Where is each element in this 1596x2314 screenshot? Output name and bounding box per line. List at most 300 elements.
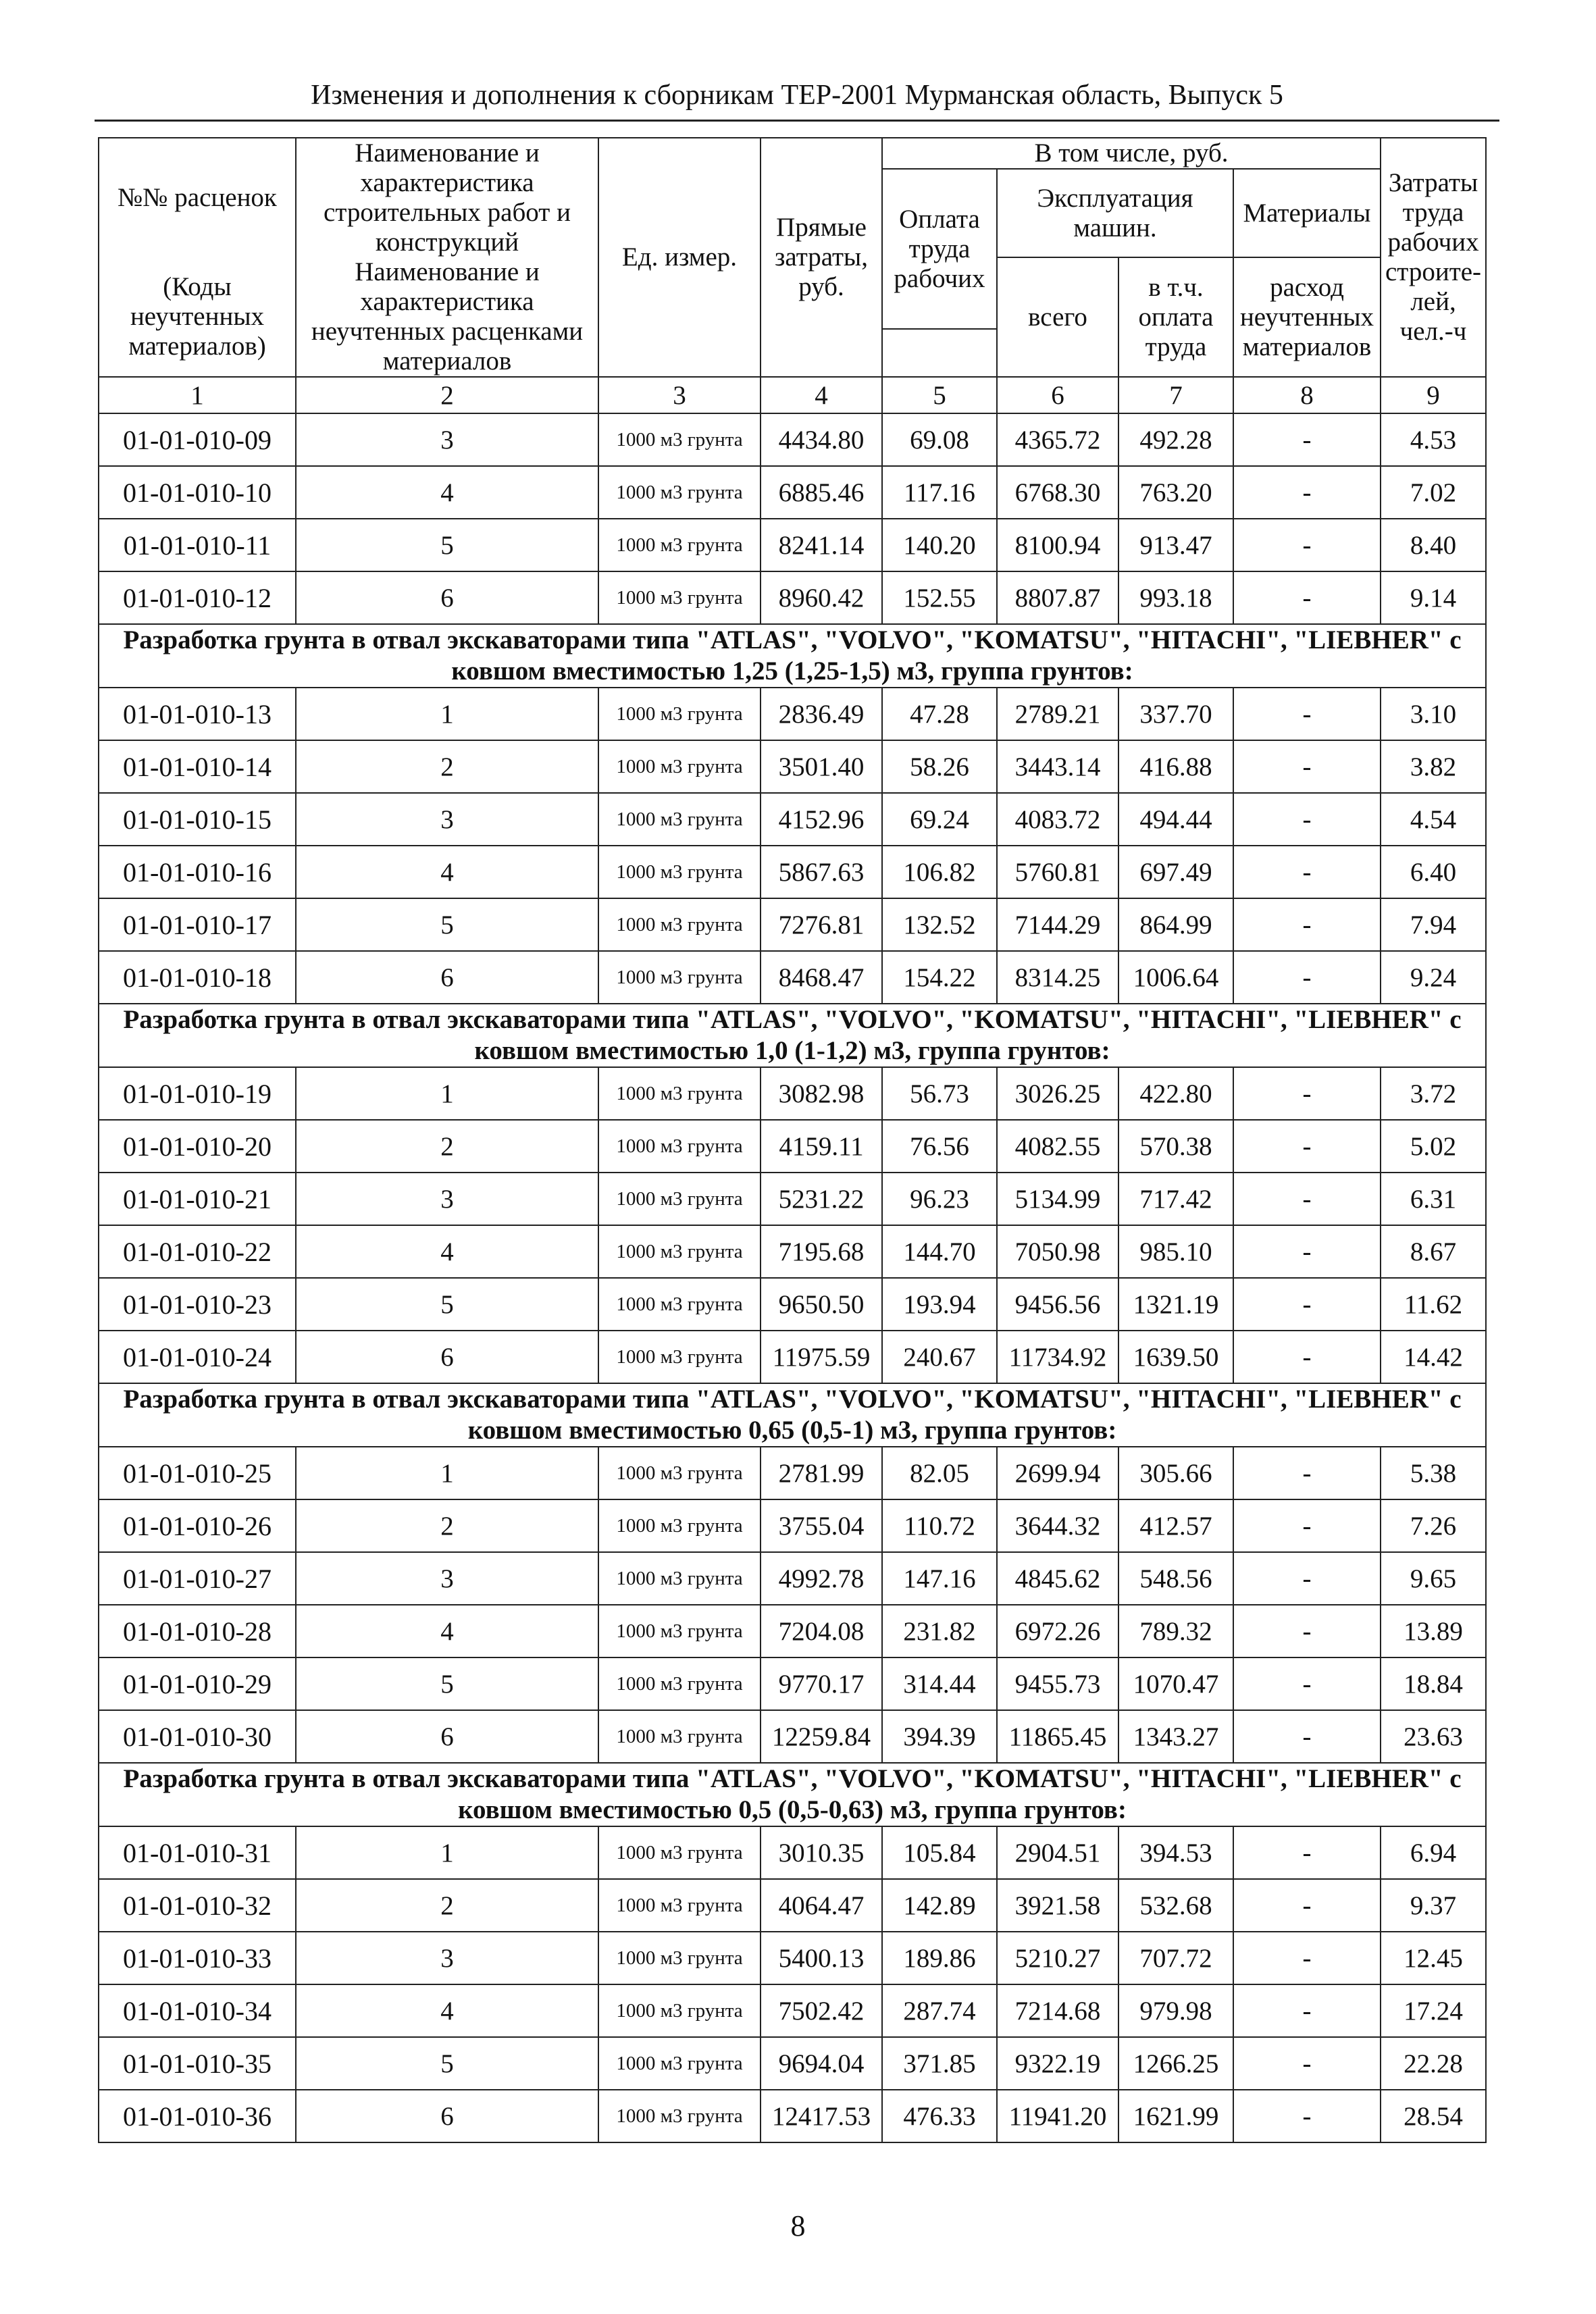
direct-cost: 4152.96 [761, 793, 882, 846]
column-number: 1 [99, 377, 296, 413]
materials-usage: - [1233, 1278, 1381, 1331]
section-title: Разработка грунта в отвал экскаваторами типа "ATLAS", "VOLVO", "KOMATSU", "HITACHI", "LIEBHER" с ковшом вместимостью 0,65 (0,5-1) м3, группа грунтов: [99, 1383, 1486, 1447]
soil-group: 5 [296, 898, 598, 951]
table-row [99, 466, 1486, 519]
labor-wage: 394.39 [882, 1710, 997, 1763]
machine-labor-wage: 1321.19 [1118, 1278, 1233, 1331]
labor-hours: 17.24 [1381, 1984, 1486, 2037]
direct-cost: 12259.84 [761, 1710, 882, 1763]
materials-usage: - [1233, 1552, 1381, 1605]
section-title: Разработка грунта в отвал экскаваторами типа "ATLAS", "VOLVO", "KOMATSU", "HITACHI", "LIEBHER" с ковшом вместимостью 1,0 (1-1,2) м3, группа грунтов: [99, 1004, 1486, 1067]
rate-code: 01-01-010-14 [99, 740, 296, 793]
direct-cost: 2781.99 [761, 1447, 882, 1499]
machine-cost: 11941.20 [997, 2090, 1118, 2142]
machine-labor-wage: 305.66 [1118, 1447, 1233, 1499]
machine-labor-wage: 494.44 [1118, 793, 1233, 846]
direct-cost: 9694.04 [761, 2037, 882, 2090]
machine-cost: 7144.29 [997, 898, 1118, 951]
column-number: 5 [882, 377, 997, 413]
unit-of-measure: 1000 м3 грунта [598, 1278, 761, 1331]
table-row [99, 740, 1486, 793]
labor-wage: 110.72 [882, 1499, 997, 1552]
machine-cost: 3443.14 [997, 740, 1118, 793]
materials-usage: - [1233, 1499, 1381, 1552]
machine-labor-wage: 422.80 [1118, 1067, 1233, 1120]
machine-cost: 9322.19 [997, 2037, 1118, 2090]
rate-code: 01-01-010-27 [99, 1552, 296, 1605]
labor-hours: 9.14 [1381, 571, 1486, 624]
unit-of-measure: 1000 м3 грунта [598, 1225, 761, 1278]
materials-usage: - [1233, 1605, 1381, 1657]
materials-usage: - [1233, 951, 1381, 1004]
soil-group: 1 [296, 688, 598, 740]
labor-hours: 22.28 [1381, 2037, 1486, 2090]
unit-of-measure: 1000 м3 грунта [598, 951, 761, 1004]
table-row [99, 1879, 1486, 1932]
machine-cost: 8100.94 [997, 519, 1118, 571]
labor-wage: 314.44 [882, 1657, 997, 1710]
rate-code: 01-01-010-36 [99, 2090, 296, 2142]
soil-group: 6 [296, 571, 598, 624]
labor-hours: 3.72 [1381, 1067, 1486, 1120]
machine-cost: 6972.26 [997, 1605, 1118, 1657]
soil-group: 5 [296, 519, 598, 571]
labor-hours: 7.26 [1381, 1499, 1486, 1552]
direct-cost: 4064.47 [761, 1879, 882, 1932]
unit-of-measure: 1000 м3 грунта [598, 1657, 761, 1710]
table-row [99, 1173, 1486, 1225]
soil-group: 6 [296, 1710, 598, 1763]
rate-code: 01-01-010-31 [99, 1826, 296, 1879]
machine-cost: 11865.45 [997, 1710, 1118, 1763]
column-number: 7 [1118, 377, 1233, 413]
labor-wage: 231.82 [882, 1605, 997, 1657]
labor-wage: 154.22 [882, 951, 997, 1004]
soil-group: 4 [296, 1984, 598, 2037]
materials-usage: - [1233, 1932, 1381, 1984]
labor-wage: 105.84 [882, 1826, 997, 1879]
materials-usage: - [1233, 571, 1381, 624]
column-number: 8 [1233, 377, 1381, 413]
rate-code: 01-01-010-30 [99, 1710, 296, 1763]
table-row [99, 1447, 1486, 1499]
labor-hours: 6.94 [1381, 1826, 1486, 1879]
machine-labor-wage: 1266.25 [1118, 2037, 1233, 2090]
section-row [99, 1763, 1486, 1826]
soil-group: 4 [296, 846, 598, 898]
section-row [99, 1383, 1486, 1447]
direct-cost: 4992.78 [761, 1552, 882, 1605]
unit-of-measure: 1000 м3 грунта [598, 1826, 761, 1879]
col-header-group: В том числе, руб. [882, 138, 1381, 169]
col-header-code: №№ расценок [99, 138, 296, 257]
labor-wage: 371.85 [882, 2037, 997, 2090]
unit-of-measure: 1000 м3 грунта [598, 1331, 761, 1383]
rate-code: 01-01-010-29 [99, 1657, 296, 1710]
unit-of-measure: 1000 м3 грунта [598, 1932, 761, 1984]
machine-labor-wage: 1621.99 [1118, 2090, 1233, 2142]
table-row [99, 688, 1486, 740]
unit-of-measure: 1000 м3 грунта [598, 1447, 761, 1499]
machine-cost: 3921.58 [997, 1879, 1118, 1932]
labor-hours: 13.89 [1381, 1605, 1486, 1657]
materials-usage: - [1233, 1826, 1381, 1879]
unit-of-measure: 1000 м3 грунта [598, 1173, 761, 1225]
machine-labor-wage: 993.18 [1118, 571, 1233, 624]
rates-table [98, 137, 1487, 2143]
table-row [99, 1331, 1486, 1383]
labor-wage: 69.08 [882, 413, 997, 466]
table-row [99, 1225, 1486, 1278]
direct-cost: 8960.42 [761, 571, 882, 624]
direct-cost: 7276.81 [761, 898, 882, 951]
labor-wage: 144.70 [882, 1225, 997, 1278]
rate-code: 01-01-010-19 [99, 1067, 296, 1120]
col-header-code-bottom: (Коды неучтенных материалов) [99, 257, 296, 377]
labor-hours: 28.54 [1381, 2090, 1486, 2142]
rate-code: 01-01-010-17 [99, 898, 296, 951]
unit-of-measure: 1000 м3 грунта [598, 1499, 761, 1552]
unit-of-measure: 1000 м3 грунта [598, 1067, 761, 1120]
labor-hours: 11.62 [1381, 1278, 1486, 1331]
machine-labor-wage: 864.99 [1118, 898, 1233, 951]
table-header [99, 138, 1486, 413]
direct-cost: 8241.14 [761, 519, 882, 571]
soil-group: 3 [296, 413, 598, 466]
materials-usage: - [1233, 519, 1381, 571]
rate-code: 01-01-010-26 [99, 1499, 296, 1552]
table-row [99, 846, 1486, 898]
labor-wage: 47.28 [882, 688, 997, 740]
table-row [99, 1984, 1486, 2037]
machine-cost: 5760.81 [997, 846, 1118, 898]
direct-cost: 5231.22 [761, 1173, 882, 1225]
labor-wage: 189.86 [882, 1932, 997, 1984]
direct-cost: 7195.68 [761, 1225, 882, 1278]
table-row [99, 1826, 1486, 1879]
machine-labor-wage: 394.53 [1118, 1826, 1233, 1879]
direct-cost: 7204.08 [761, 1605, 882, 1657]
materials-usage: - [1233, 466, 1381, 519]
soil-group: 2 [296, 740, 598, 793]
soil-group: 3 [296, 793, 598, 846]
labor-wage: 193.94 [882, 1278, 997, 1331]
machine-cost: 8314.25 [997, 951, 1118, 1004]
materials-usage: - [1233, 1067, 1381, 1120]
section-title: Разработка грунта в отвал экскаваторами типа "ATLAS", "VOLVO", "KOMATSU", "HITACHI", "LIEBHER" с ковшом вместимостью 0,5 (0,5-0,63) м3, группа грунтов: [99, 1763, 1486, 1826]
unit-of-measure: 1000 м3 грунта [598, 1984, 761, 2037]
direct-cost: 6885.46 [761, 466, 882, 519]
col-header-name: Наименование и характеристика строительных работ и конструкций [296, 138, 598, 257]
col-header-labor: Оплата труда рабочих [882, 169, 997, 329]
direct-cost: 4159.11 [761, 1120, 882, 1173]
machine-cost: 11734.92 [997, 1331, 1118, 1383]
rate-code: 01-01-010-24 [99, 1331, 296, 1383]
machine-cost: 6768.30 [997, 466, 1118, 519]
machine-labor-wage: 789.32 [1118, 1605, 1233, 1657]
col-header-unit: Ед. измер. [598, 138, 761, 377]
labor-wage: 76.56 [882, 1120, 997, 1173]
direct-cost: 12417.53 [761, 2090, 882, 2142]
labor-hours: 9.65 [1381, 1552, 1486, 1605]
labor-wage: 56.73 [882, 1067, 997, 1120]
table-row [99, 1605, 1486, 1657]
col-header-materials: Материалы [1233, 169, 1381, 257]
direct-cost: 5400.13 [761, 1932, 882, 1984]
soil-group: 1 [296, 1447, 598, 1499]
soil-group: 4 [296, 1605, 598, 1657]
machine-cost: 9455.73 [997, 1657, 1118, 1710]
materials-usage: - [1233, 1225, 1381, 1278]
col-header-hours: Затраты труда рабочих строите-лей, чел.-ч [1381, 138, 1486, 377]
machine-cost: 4082.55 [997, 1120, 1118, 1173]
materials-usage: - [1233, 1447, 1381, 1499]
soil-group: 3 [296, 1932, 598, 1984]
labor-wage: 58.26 [882, 740, 997, 793]
table-row [99, 2037, 1486, 2090]
labor-hours: 23.63 [1381, 1710, 1486, 1763]
labor-hours: 8.40 [1381, 519, 1486, 571]
unit-of-measure: 1000 м3 грунта [598, 1552, 761, 1605]
labor-hours: 5.02 [1381, 1120, 1486, 1173]
labor-wage: 106.82 [882, 846, 997, 898]
machine-cost: 2904.51 [997, 1826, 1118, 1879]
direct-cost: 3501.40 [761, 740, 882, 793]
labor-hours: 6.31 [1381, 1173, 1486, 1225]
machine-cost: 2699.94 [997, 1447, 1118, 1499]
soil-group: 1 [296, 1067, 598, 1120]
materials-usage: - [1233, 1879, 1381, 1932]
machine-labor-wage: 1639.50 [1118, 1331, 1233, 1383]
rate-code: 01-01-010-22 [99, 1225, 296, 1278]
labor-hours: 14.42 [1381, 1331, 1486, 1383]
labor-wage: 152.55 [882, 571, 997, 624]
table-row [99, 1120, 1486, 1173]
labor-wage: 132.52 [882, 898, 997, 951]
materials-usage: - [1233, 1984, 1381, 2037]
table-row [99, 1932, 1486, 1984]
unit-of-measure: 1000 м3 грунта [598, 2037, 761, 2090]
materials-usage: - [1233, 793, 1381, 846]
machine-labor-wage: 1343.27 [1118, 1710, 1233, 1763]
machine-cost: 4365.72 [997, 413, 1118, 466]
labor-hours: 12.45 [1381, 1932, 1486, 1984]
unit-of-measure: 1000 м3 грунта [598, 413, 761, 466]
materials-usage: - [1233, 1173, 1381, 1225]
labor-hours: 5.38 [1381, 1447, 1486, 1499]
page-number: 8 [790, 2209, 806, 2242]
machine-labor-wage: 412.57 [1118, 1499, 1233, 1552]
table-row [99, 571, 1486, 624]
materials-usage: - [1233, 1120, 1381, 1173]
rate-code: 01-01-010-35 [99, 2037, 296, 2090]
rate-code: 01-01-010-25 [99, 1447, 296, 1499]
machine-cost: 3644.32 [997, 1499, 1118, 1552]
table-row [99, 1067, 1486, 1120]
rate-code: 01-01-010-15 [99, 793, 296, 846]
table-row [99, 1552, 1486, 1605]
direct-cost: 3755.04 [761, 1499, 882, 1552]
table-row [99, 793, 1486, 846]
col-header-machines: Эксплуатация машин. [997, 169, 1233, 257]
section-row [99, 624, 1486, 688]
materials-usage: - [1233, 688, 1381, 740]
column-numbers-row [99, 377, 1486, 413]
soil-group: 6 [296, 951, 598, 1004]
unit-of-measure: 1000 м3 грунта [598, 1879, 761, 1932]
rate-code: 01-01-010-32 [99, 1879, 296, 1932]
labor-wage: 82.05 [882, 1447, 997, 1499]
labor-wage: 147.16 [882, 1552, 997, 1605]
labor-hours: 9.37 [1381, 1879, 1486, 1932]
unit-of-measure: 1000 м3 грунта [598, 519, 761, 571]
col-header-mach-total: всего [997, 257, 1118, 377]
labor-wage: 96.23 [882, 1173, 997, 1225]
rate-code: 01-01-010-34 [99, 1984, 296, 2037]
machine-labor-wage: 979.98 [1118, 1984, 1233, 2037]
labor-hours: 4.54 [1381, 793, 1486, 846]
labor-hours: 7.02 [1381, 466, 1486, 519]
soil-group: 5 [296, 2037, 598, 2090]
direct-cost: 3010.35 [761, 1826, 882, 1879]
direct-cost: 9770.17 [761, 1657, 882, 1710]
direct-cost: 9650.50 [761, 1278, 882, 1331]
materials-usage: - [1233, 1331, 1381, 1383]
machine-labor-wage: 416.88 [1118, 740, 1233, 793]
soil-group: 4 [296, 466, 598, 519]
column-number: 6 [997, 377, 1118, 413]
direct-cost: 8468.47 [761, 951, 882, 1004]
rate-code: 01-01-010-12 [99, 571, 296, 624]
unit-of-measure: 1000 м3 грунта [598, 2090, 761, 2142]
labor-hours: 3.82 [1381, 740, 1486, 793]
machine-cost: 5210.27 [997, 1932, 1118, 1984]
labor-hours: 6.40 [1381, 846, 1486, 898]
column-number: 9 [1381, 377, 1486, 413]
soil-group: 2 [296, 1879, 598, 1932]
direct-cost: 7502.42 [761, 1984, 882, 2037]
rate-code: 01-01-010-28 [99, 1605, 296, 1657]
machine-cost: 4083.72 [997, 793, 1118, 846]
soil-group: 2 [296, 1120, 598, 1173]
machine-labor-wage: 492.28 [1118, 413, 1233, 466]
soil-group: 6 [296, 1331, 598, 1383]
machine-labor-wage: 570.38 [1118, 1120, 1233, 1173]
col-header-labor-cont [882, 329, 997, 377]
table-row [99, 951, 1486, 1004]
rate-code: 01-01-010-16 [99, 846, 296, 898]
soil-group: 5 [296, 1657, 598, 1710]
direct-cost: 4434.80 [761, 413, 882, 466]
machine-cost: 4845.62 [997, 1552, 1118, 1605]
soil-group: 1 [296, 1826, 598, 1879]
materials-usage: - [1233, 898, 1381, 951]
soil-group: 5 [296, 1278, 598, 1331]
direct-cost: 5867.63 [761, 846, 882, 898]
materials-usage: - [1233, 2037, 1381, 2090]
table-row [99, 898, 1486, 951]
unit-of-measure: 1000 м3 грунта [598, 846, 761, 898]
machine-labor-wage: 985.10 [1118, 1225, 1233, 1278]
column-number: 4 [761, 377, 882, 413]
machine-labor-wage: 717.42 [1118, 1173, 1233, 1225]
section-row [99, 1004, 1486, 1067]
labor-wage: 476.33 [882, 2090, 997, 2142]
machine-labor-wage: 913.47 [1118, 519, 1233, 571]
direct-cost: 3082.98 [761, 1067, 882, 1120]
section-title: Разработка грунта в отвал экскаваторами типа "ATLAS", "VOLVO", "KOMATSU", "HITACHI", "LIEBHER" с ковшом вместимостью 1,25 (1,25-1,5) м3, группа грунтов: [99, 624, 1486, 688]
labor-hours: 8.67 [1381, 1225, 1486, 1278]
rate-code: 01-01-010-33 [99, 1932, 296, 1984]
table-row [99, 2090, 1486, 2142]
machine-labor-wage: 707.72 [1118, 1932, 1233, 1984]
unit-of-measure: 1000 м3 грунта [598, 740, 761, 793]
machine-labor-wage: 697.49 [1118, 846, 1233, 898]
rate-code: 01-01-010-23 [99, 1278, 296, 1331]
labor-hours: 9.24 [1381, 951, 1486, 1004]
unit-of-measure: 1000 м3 грунта [598, 1120, 761, 1173]
table-row [99, 413, 1486, 466]
unit-of-measure: 1000 м3 грунта [598, 571, 761, 624]
direct-cost: 11975.59 [761, 1331, 882, 1383]
col-header-mat-usage: расход неучтенных материалов [1233, 257, 1381, 377]
machine-cost: 9456.56 [997, 1278, 1118, 1331]
machine-labor-wage: 763.20 [1118, 466, 1233, 519]
soil-group: 3 [296, 1173, 598, 1225]
rate-code: 01-01-010-20 [99, 1120, 296, 1173]
table-row [99, 1499, 1486, 1552]
unit-of-measure: 1000 м3 грунта [598, 1605, 761, 1657]
rate-code: 01-01-010-13 [99, 688, 296, 740]
soil-group: 2 [296, 1499, 598, 1552]
materials-usage: - [1233, 413, 1381, 466]
unit-of-measure: 1000 м3 грунта [598, 898, 761, 951]
rate-code: 01-01-010-11 [99, 519, 296, 571]
page-header: Изменения и дополнения к сборникам ТЕР-2001 Мурманская область, Выпуск 5 [95, 71, 1499, 122]
unit-of-measure: 1000 м3 грунта [598, 688, 761, 740]
materials-usage: - [1233, 740, 1381, 793]
rate-code: 01-01-010-09 [99, 413, 296, 466]
labor-wage: 117.16 [882, 466, 997, 519]
machine-cost: 7214.68 [997, 1984, 1118, 2037]
machine-labor-wage: 532.68 [1118, 1879, 1233, 1932]
labor-wage: 142.89 [882, 1879, 997, 1932]
soil-group: 3 [296, 1552, 598, 1605]
labor-hours: 7.94 [1381, 898, 1486, 951]
machine-labor-wage: 337.70 [1118, 688, 1233, 740]
materials-usage: - [1233, 2090, 1381, 2142]
col-header-name-bottom: Наименование и характеристика неучтенных расценками материалов [296, 257, 598, 377]
rate-code: 01-01-010-21 [99, 1173, 296, 1225]
machine-labor-wage: 1070.47 [1118, 1657, 1233, 1710]
labor-hours: 18.84 [1381, 1657, 1486, 1710]
machine-cost: 3026.25 [997, 1067, 1118, 1120]
machine-cost: 7050.98 [997, 1225, 1118, 1278]
machine-cost: 8807.87 [997, 571, 1118, 624]
materials-usage: - [1233, 846, 1381, 898]
unit-of-measure: 1000 м3 грунта [598, 466, 761, 519]
table-body [99, 413, 1486, 2142]
labor-hours: 4.53 [1381, 413, 1486, 466]
machine-cost: 2789.21 [997, 688, 1118, 740]
direct-cost: 2836.49 [761, 688, 882, 740]
unit-of-measure: 1000 м3 грунта [598, 1710, 761, 1763]
labor-wage: 69.24 [882, 793, 997, 846]
rate-code: 01-01-010-10 [99, 466, 296, 519]
soil-group: 4 [296, 1225, 598, 1278]
column-number: 3 [598, 377, 761, 413]
machine-cost: 5134.99 [997, 1173, 1118, 1225]
